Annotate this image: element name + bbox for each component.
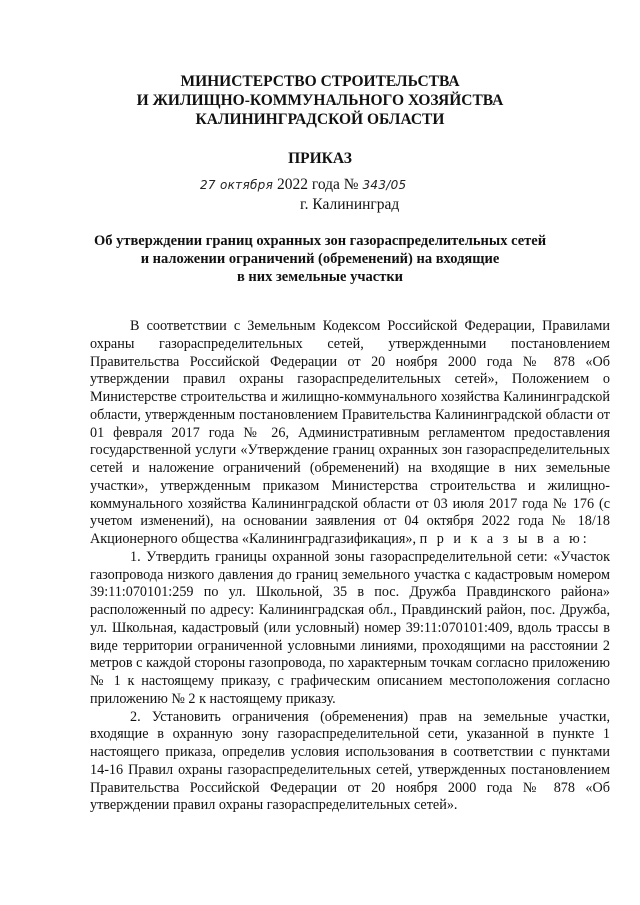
ministry-line-3: КАЛИНИНГРАДСКОЙ ОБЛАСТИ <box>195 111 445 128</box>
order-subject <box>0 232 640 286</box>
ministry-line-1: МИНИСТЕРСТВО СТРОИТЕЛЬСТВА <box>180 73 460 90</box>
subject-line-2: и наложении ограничений (обременений) на входящие <box>140 251 500 267</box>
clause-2-paragraph: 2. Установить ограничения (обременения) прав на земельные участки, входящие в охранную зону газораспределительной сети, указанной в пункте 1 настоящего приказа, определив условия использования в соответствии с пунктами 14-16 Правил охраны газораспределительных сетей, утвержденных постановлением Правительства Российской Федерации от 20 ноября 2000 года № 878 «Об утверждении правил охраны газораспределительных сетей». <box>90 708 610 814</box>
order-word: п р и к а з ы в а ю: <box>419 531 590 547</box>
year-label: 2022 года № <box>277 176 359 193</box>
preamble-paragraph <box>90 318 610 549</box>
handwritten-date: 27 октября <box>200 178 274 192</box>
order-date-number <box>200 176 407 194</box>
city-name: г. Калининград <box>300 196 400 213</box>
handwritten-order-number: 343/05 <box>362 178 407 192</box>
subject-line-3: в них земельные участки <box>236 269 404 285</box>
order-body <box>90 318 610 815</box>
document-type-title: ПРИКАЗ <box>288 150 352 167</box>
ministry-header <box>0 72 640 129</box>
ministry-line-2: И ЖИЛИЩНО-КОММУНАЛЬНОГО ХОЗЯЙСТВА <box>136 92 504 109</box>
subject-line-1: Об утверждении границ охранных зон газораспределительных сетей <box>93 233 547 249</box>
preamble-text: В соответствии с Земельным Кодексом Российской Федерации, Правилами охраны газораспределительных сетей, утвержденными постановлением Правительства Российской Федерации от 20 ноября 2000 года № 878 «Об утверждении правил охраны газораспределительных сетей», Положением о Министерстве строительства и жилищно-коммунального хозяйства Калининградской области, утвержденным постановлением Правительства Калининградской области от 01 февраля 2017 года № 26, Административным регламентом предоставления государственной услуги «Утверждение границ охранных зон газораспределительных сетей и наложение ограничений (обременений) на входящие в них земельные участки», утвержденным приказом Министерства строительства и жилищно-коммунального хозяйства Калининградской области от 03 июля 2017 года № 176 (с учетом изменений), на основании заявления от 04 октября 2022 года № 18/18 Акционерного общества «Калининградгазификация», <box>90 318 610 547</box>
clause-1-paragraph: 1. Утвердить границы охранной зоны газораспределительной сети: «Участок газопровода низкого давления до границ земельного участка с кадастровым номером 39:11:070101:259 по ул. Школьной, 35 в пос. Дружба Правдинского района» расположенный по адресу: Калининградская обл., Правдинский район, пос. Дружба, ул. Школьная, кадастровый (или условный) номер 39:11:070101:409, вдоль трассы в виде территории ограниченной условными линиями, проходящими на расстоянии 2 метров с каждой стороны газопровода, по характерным точкам согласно приложению № 1 к настоящему приказу, с графическим описанием местоположения согласно приложению № 2 к настоящему приказу. <box>90 548 610 707</box>
